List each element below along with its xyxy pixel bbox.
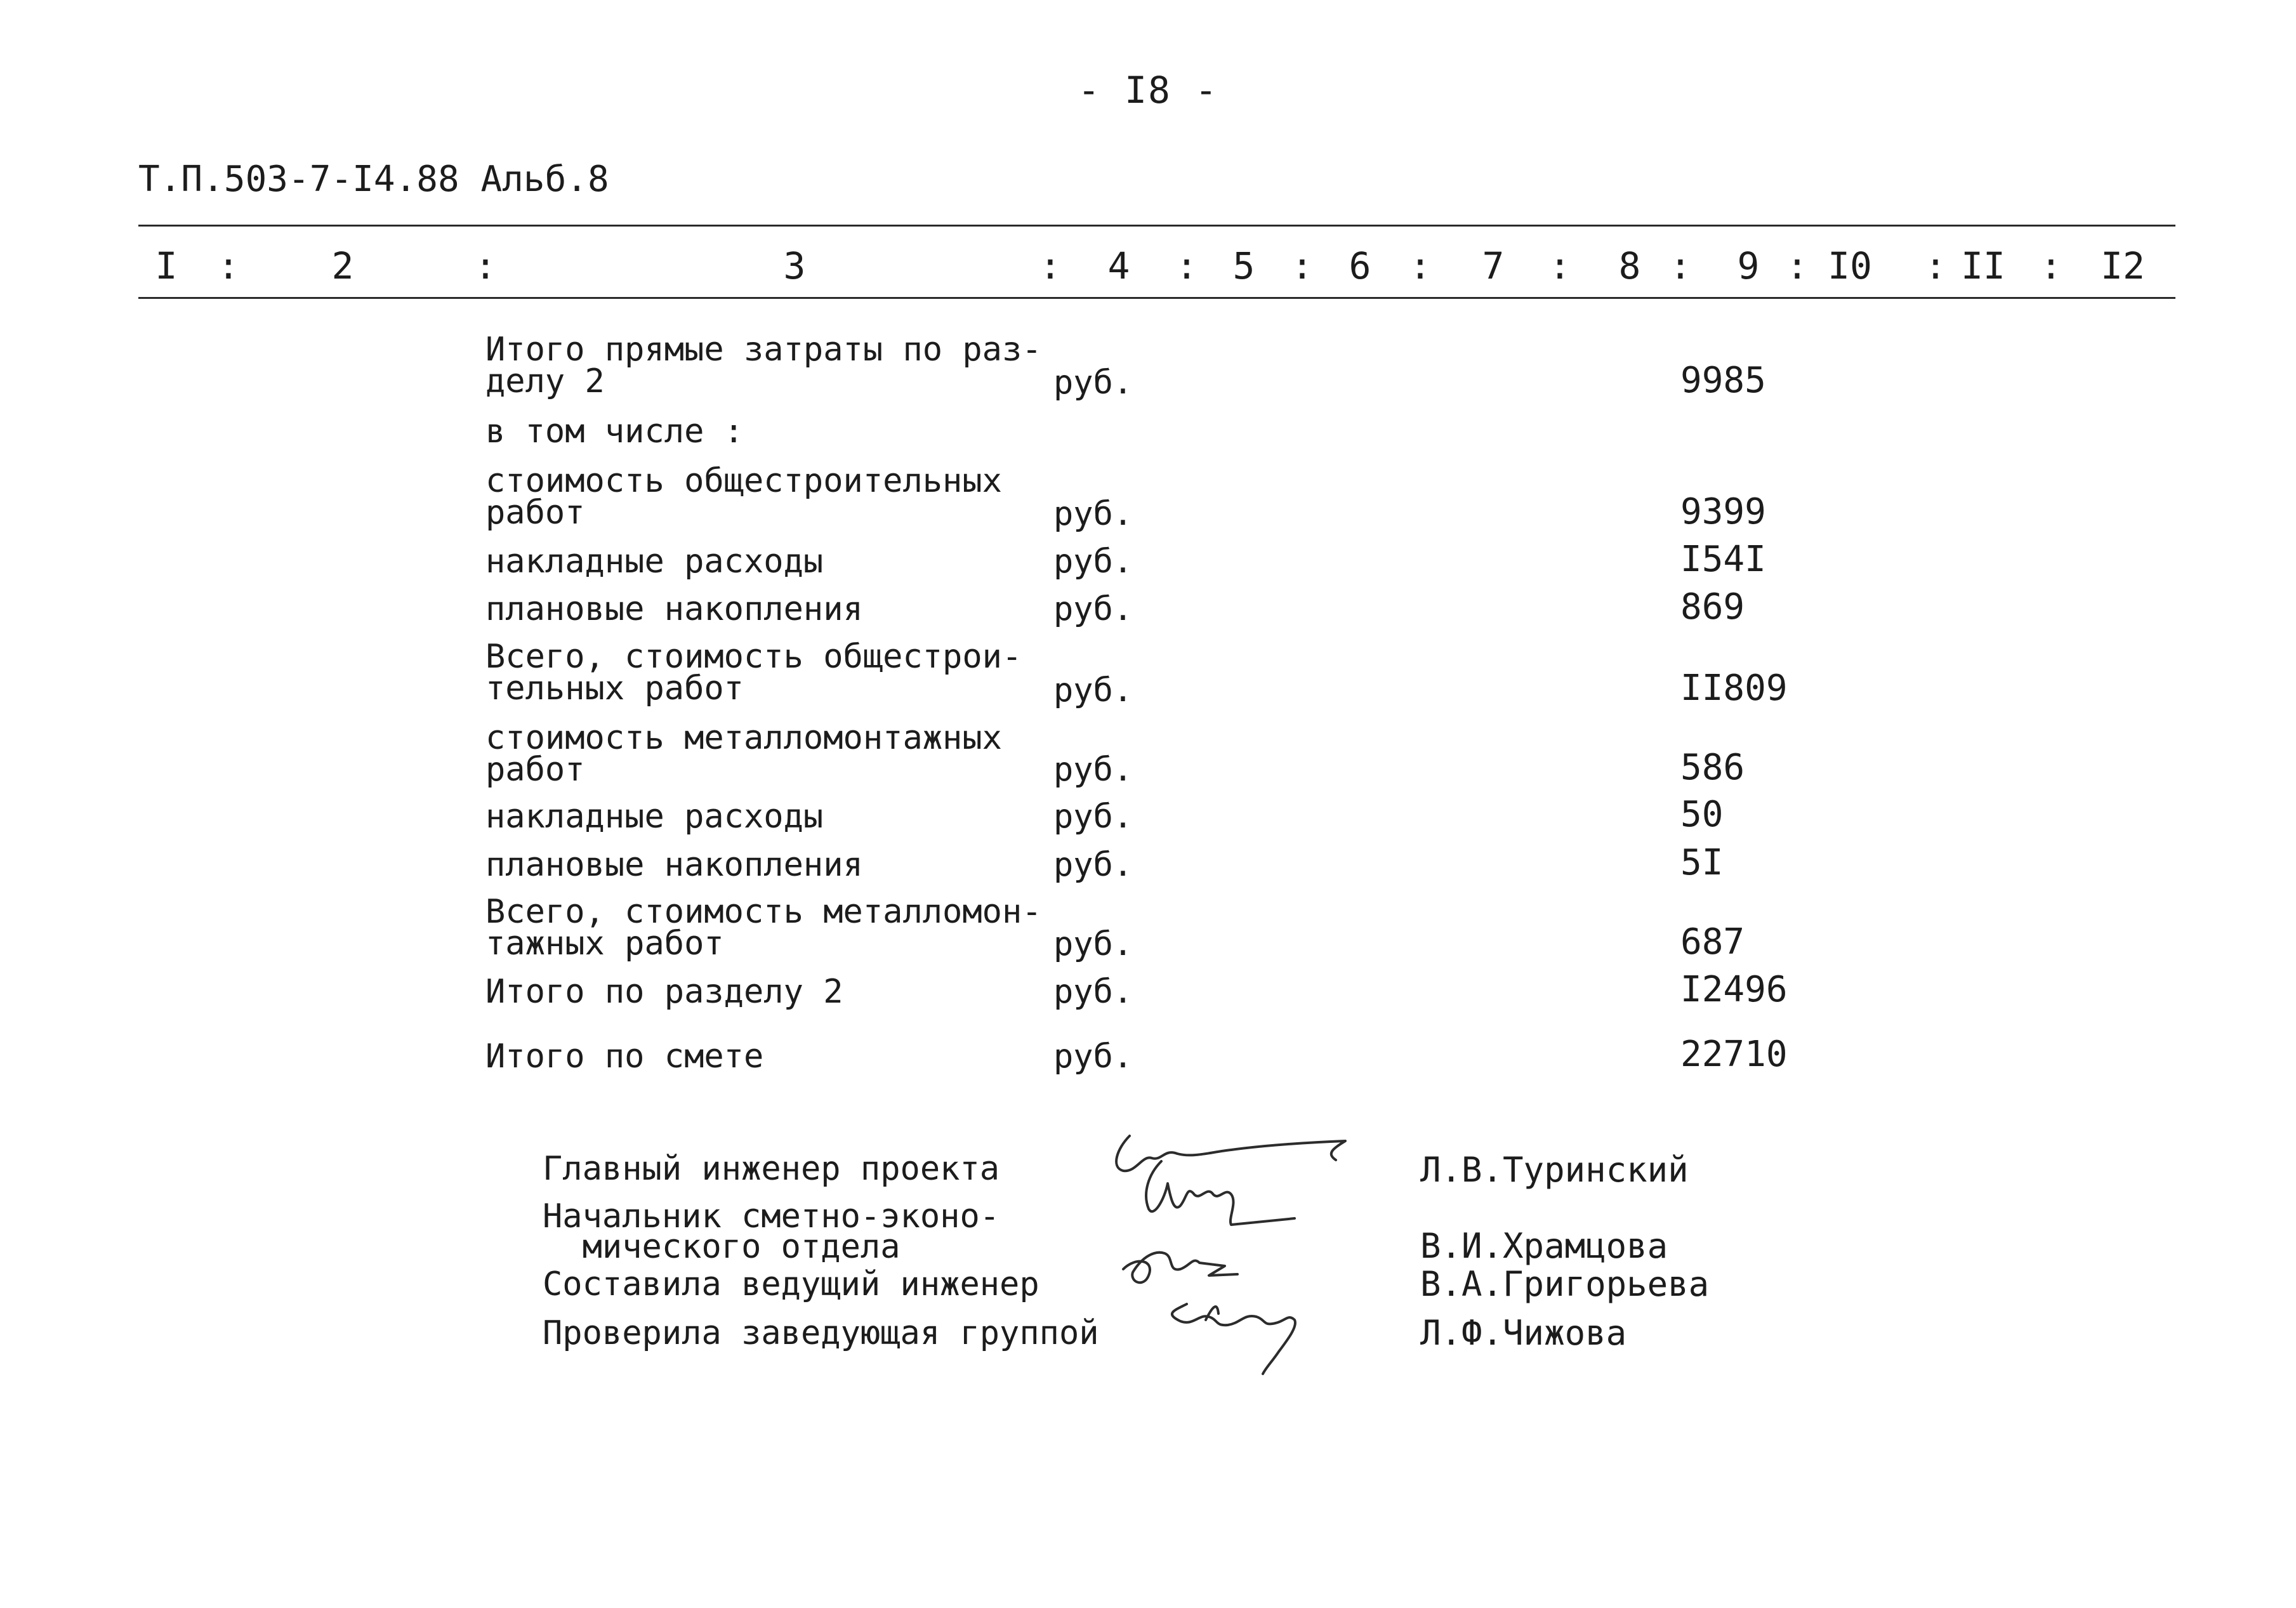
row-unit: руб.: [1053, 364, 1133, 402]
signatory-name: В.А.Григорьева: [1420, 1264, 1710, 1304]
signatory-role: Составила ведущий инженер: [543, 1265, 1039, 1303]
column-separator: :: [1291, 244, 1314, 287]
row-amount: 22710: [1680, 1034, 1788, 1075]
header-rule-bottom: [138, 297, 2175, 299]
column-number: 5: [1232, 244, 1255, 287]
column-number: I2: [2101, 244, 2145, 287]
handwritten-signatures: [1104, 1123, 1371, 1377]
column-separator: :: [217, 244, 240, 287]
column-separator: :: [1175, 244, 1198, 287]
column-separator: :: [1924, 244, 1947, 287]
signatory-role: Главный инженер проекта: [543, 1150, 1000, 1188]
column-separator: :: [1548, 244, 1571, 287]
column-number: 7: [1482, 244, 1505, 287]
row-label: Всего, стоимость металломон- тажных работ: [485, 893, 1042, 963]
row-label: накладные расходы: [485, 543, 824, 581]
row-label: плановые накопления: [485, 590, 863, 628]
row-unit: руб.: [1053, 495, 1133, 533]
column-number: 8: [1618, 244, 1641, 287]
column-number: I0: [1828, 244, 1872, 287]
column-separator: :: [2040, 244, 2062, 287]
column-separator: :: [474, 244, 497, 287]
document-code: Т.П.503-7-I4.88 Альб.8: [138, 159, 609, 200]
row-unit: руб.: [1053, 846, 1133, 884]
row-amount: I2496: [1680, 969, 1788, 1010]
signatory-name: В.И.Храмцова: [1420, 1226, 1668, 1266]
row-amount: 586: [1680, 747, 1745, 788]
row-label: стоимость общестроительных работ: [485, 462, 1002, 532]
signatory-role: Проверила заведующая группой: [543, 1314, 1099, 1352]
row-label: Итого по разделу 2: [485, 973, 843, 1011]
page-number: - I8 -: [1078, 69, 1218, 112]
row-unit: руб.: [1053, 798, 1133, 836]
row-unit: руб.: [1053, 590, 1133, 628]
signatory-role: Начальник сметно-эконо- мического отдела: [543, 1197, 1000, 1266]
row-unit: руб.: [1053, 543, 1133, 581]
row-amount: 50: [1680, 794, 1724, 835]
row-amount: 9985: [1680, 360, 1766, 401]
row-amount: 5I: [1680, 842, 1724, 883]
column-number: 9: [1737, 244, 1760, 287]
row-label: стоимость металломонтажных работ: [485, 719, 1002, 789]
row-unit: руб.: [1053, 1038, 1133, 1076]
row-amount: 687: [1680, 921, 1745, 963]
row-amount: 869: [1680, 586, 1745, 628]
column-number: 3: [783, 244, 806, 287]
row-label: Итого прямые затраты по раз- делу 2: [485, 331, 1042, 400]
column-number: I: [155, 244, 178, 287]
column-number: 2: [331, 244, 354, 287]
row-label: в том числе :: [485, 412, 744, 451]
row-amount: II809: [1680, 668, 1788, 709]
row-unit: руб.: [1053, 973, 1133, 1011]
column-separator: :: [1669, 244, 1692, 287]
column-separator: :: [1039, 244, 1062, 287]
row-unit: руб.: [1053, 671, 1133, 709]
row-label: плановые накопления: [485, 846, 863, 884]
row-amount: 9399: [1680, 491, 1766, 532]
column-separator: :: [1786, 244, 1809, 287]
signatory-name: Л.Ф.Чижова: [1420, 1313, 1627, 1353]
row-unit: руб.: [1053, 925, 1133, 963]
row-label: Всего, стоимость общестрои- тельных работ: [485, 638, 1022, 708]
row-label: Итого по смете: [485, 1038, 764, 1076]
header-rule-top: [138, 225, 2175, 227]
row-unit: руб.: [1053, 751, 1133, 789]
row-amount: I54I: [1680, 539, 1766, 580]
row-label: накладные расходы: [485, 798, 824, 836]
column-separator: :: [1409, 244, 1432, 287]
column-number: 4: [1107, 244, 1130, 287]
column-number: II: [1961, 244, 2005, 287]
column-number: 6: [1349, 244, 1371, 287]
signatory-name: Л.В.Туринский: [1420, 1150, 1689, 1190]
